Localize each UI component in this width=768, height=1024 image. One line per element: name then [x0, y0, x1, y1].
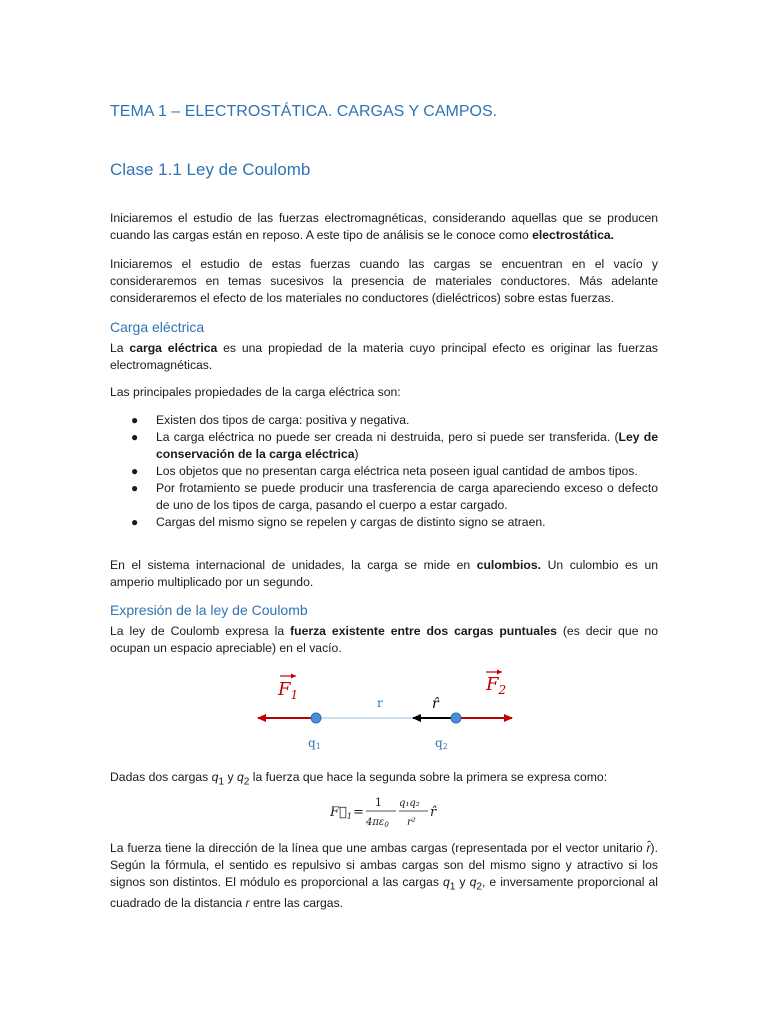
formula-den1: $4\pi\varepsilon_0$ [366, 817, 389, 829]
list-item [110, 429, 658, 463]
formula-equals: = [353, 805, 364, 820]
label-q2: q2 [435, 736, 448, 751]
symbol-sub: 1 [449, 881, 456, 893]
charge-paragraph-2: Las principales propiedades de la carga eléctrica son: [110, 385, 401, 399]
intro-paragraph-1 [110, 210, 658, 244]
coulomb-p3-a: La fuerza tiene la dirección de la línea que une ambas cargas (representada por el vector unitario [110, 841, 647, 855]
list-item [110, 463, 658, 480]
list-item [110, 514, 658, 531]
symbol-rhat: r̂ [646, 841, 651, 855]
charge-q2-dot [451, 713, 461, 723]
charge-paragraph-1 [110, 340, 658, 374]
symbol-q: q [469, 875, 477, 889]
charge-q1-dot [311, 713, 321, 723]
coulomb-paragraph-3 [110, 840, 658, 912]
coulomb-p3-d: entre las cargas. [249, 896, 344, 911]
document-subtitle: Clase 1.1 Ley de Coulomb [110, 160, 311, 179]
coulomb-paragraph-2 [110, 769, 658, 790]
charge-p1-bold: carga eléctrica [129, 341, 218, 355]
intro-paragraph-2: Iniciaremos el estudio de estas fuerzas cuando las cargas se encuentran en el vacío y consideraremos en temas sucesivos la presencia de materiales conductores. Más adelante consideraremos el efecto de los materiales no conductores (dieléctricos) sobre estas fuerzas. [110, 257, 658, 305]
symbol-r: r [245, 896, 250, 911]
coulomb-p3-c: , e inversamente proporcional al cuadrado de la distancia [110, 875, 658, 911]
bullet-icon: ● [131, 464, 139, 478]
coulomb-p2-a: Dadas dos cargas [110, 770, 212, 784]
list-item-text: Cargas del mismo signo se repelen y cargas de distinto signo se atraen. [156, 515, 546, 529]
charge-p3-b: Un culombio es un amperio multiplicado por un segundo. [110, 558, 659, 589]
bullet-icon: ● [131, 515, 139, 529]
label-q1: q1 [308, 736, 321, 751]
document-title: TEMA 1 – ELECTROSTÁTICA. CARGAS Y CAMPOS. [110, 103, 498, 120]
intro-p1-text: Iniciaremos el estudio de las fuerzas electromagnéticas, considerando aquellas que se producen cuando las cargas están en reposo. A este tipo de análisis se le conoce como [110, 211, 658, 242]
coulomb-p3-b: ). Según la fórmula, el sentido es repulsivo si ambas cargas son del mismo signo y atractivo si los signos son distintos. El módulo es proporcional a las cargas [110, 841, 658, 889]
coulomb-p2-y: y [224, 770, 237, 784]
coulomb-paragraph-1 [110, 623, 658, 657]
coulomb-formula [330, 792, 450, 832]
bullet-icon: ● [131, 481, 139, 495]
coulomb-p1-a: La ley de Coulomb expresa la [110, 624, 291, 638]
symbol-q: q [236, 770, 244, 784]
intro-p1-bold: electrostática. [532, 228, 615, 242]
label-f2: $F_2$ [486, 674, 507, 697]
coulomb-p3-y: y [455, 875, 470, 889]
list-item [110, 480, 658, 514]
coulomb-diagram [250, 665, 530, 760]
label-f1: $F_1$ [278, 679, 299, 702]
heading-ley-coulomb: Expresión de la ley de Coulomb [110, 602, 308, 618]
list-item-text: Existen dos tipos de carga: positiva y negativa. [156, 413, 410, 427]
coulomb-p1-bold: fuerza existente entre dos cargas puntuales [290, 624, 557, 638]
list-item-text: Los objetos que no presentan carga eléctrica neta poseen igual cantidad de ambos tipos. [156, 464, 638, 478]
label-rhat: r̂ [432, 696, 439, 712]
heading-carga-electrica: Carga eléctrica [110, 319, 205, 335]
formula-rhat: r̂ [430, 805, 437, 820]
symbol-sub: 1 [218, 776, 225, 788]
coulomb-p1-b: (es decir que no ocupan un espacio apreciable) en el vacío. [110, 624, 658, 655]
formula-num1: 1 [375, 796, 382, 809]
list-item-bold: Ley de conservación de la carga eléctrica [156, 430, 658, 461]
coulomb-p2-b: la fuerza que hace la segunda sobre la primera se expresa como: [249, 770, 608, 784]
list-item [110, 412, 658, 429]
symbol-q: q [211, 770, 219, 784]
charge-p1-b: es una propiedad de la materia cuyo principal efecto es originar las fuerzas electromagnéticas. [110, 341, 658, 372]
charge-p1-a: La [110, 341, 130, 355]
formula-den2: r² [407, 817, 416, 828]
charge-p3-bold: culombios. [476, 558, 542, 572]
formula-num2: q₁q₂ [399, 798, 420, 809]
list-item-text: La carga eléctrica no puede ser creada ni destruida, pero si puede ser transferida. ( [156, 430, 619, 444]
formula-lhs: $F⃗_1$ [330, 805, 352, 821]
charge-p3-a: En el sistema internacional de unidades, la carga se mide en [110, 558, 477, 572]
list-item-text: ) [354, 447, 359, 461]
label-r: r [377, 696, 383, 710]
bullet-icon: ● [131, 413, 139, 427]
symbol-sub: 2 [243, 776, 250, 788]
properties-list [110, 412, 658, 531]
list-item-text: Por frotamiento se puede producir una trasferencia de carga apareciendo exceso o defecto de uno de los tipos de carga, pasando el cuerpo a estar cargado. [156, 481, 658, 512]
symbol-sub: 2 [476, 881, 482, 893]
symbol-q: q [442, 875, 450, 889]
charge-paragraph-3 [110, 557, 658, 591]
bullet-icon: ● [131, 430, 139, 444]
